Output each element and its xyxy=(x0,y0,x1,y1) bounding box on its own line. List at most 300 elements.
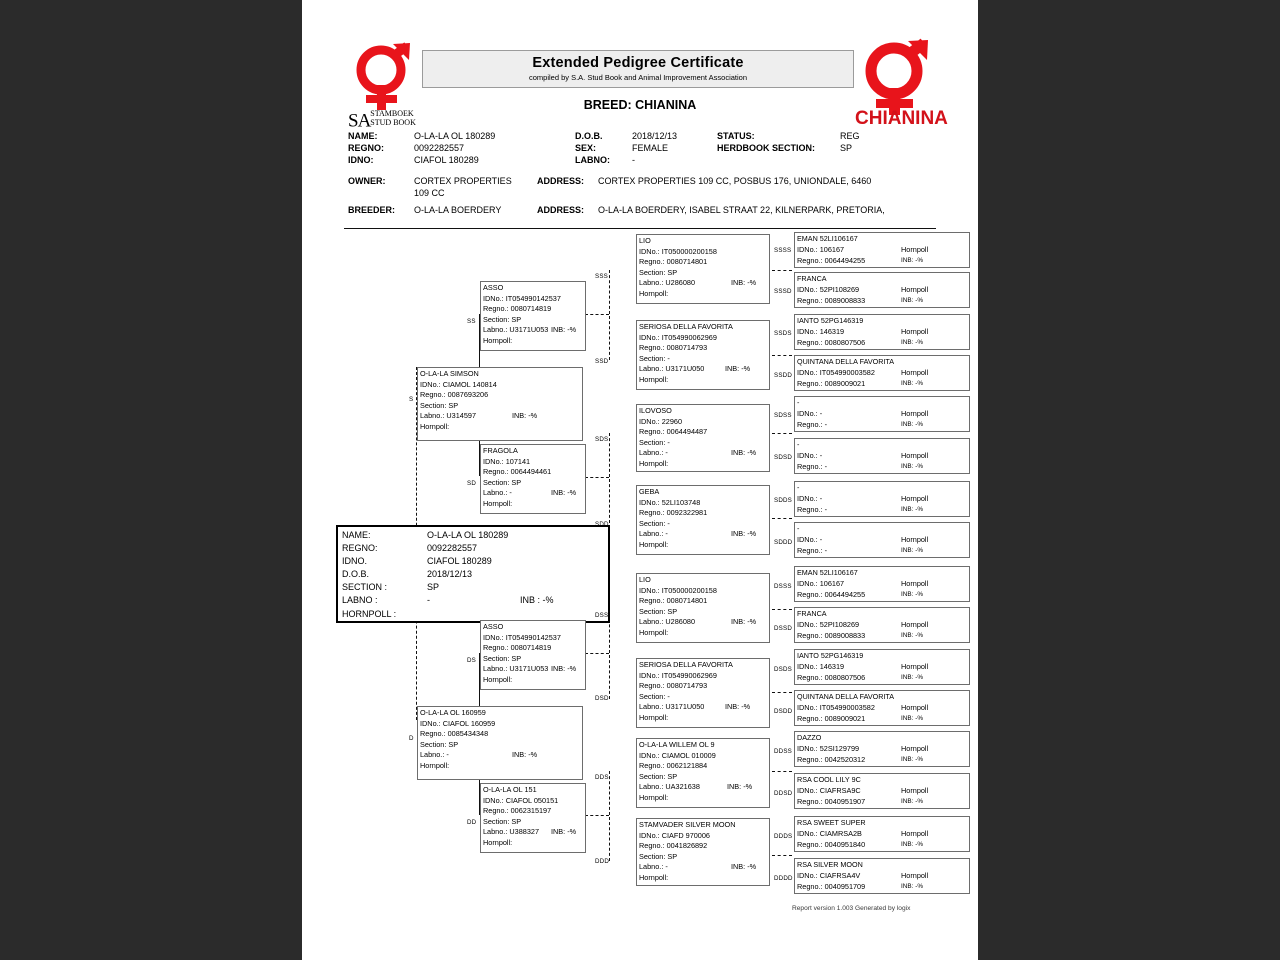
dsss-regno xyxy=(797,589,967,600)
dss-hornpoll: Hornpoll: xyxy=(639,627,669,637)
regno-label: Regno.: xyxy=(797,590,823,599)
sdd-idno xyxy=(639,498,767,509)
s-inb: INB: -% xyxy=(512,411,538,421)
ddds-idno-value: CIAMRSA2B xyxy=(819,829,862,838)
ssss-idno-value: 106167 xyxy=(819,245,845,254)
dsdd-inb: INB: -% xyxy=(901,715,924,722)
ds-hornpoll: Hornpoll: xyxy=(483,674,513,684)
ssss-regno xyxy=(797,255,967,266)
ddss-regno xyxy=(797,754,967,765)
sdd-regno xyxy=(639,508,767,519)
ssss-hornpoll: Hornpoll xyxy=(901,245,929,254)
sss-labno xyxy=(639,278,767,289)
ssdd-inb: INB: -% xyxy=(901,380,924,387)
regno-label: Regno.: xyxy=(797,546,823,555)
tag-dsd: DSD xyxy=(595,695,609,702)
sd-idno-value: 107141 xyxy=(505,456,531,466)
regno-label: Regno.: xyxy=(797,882,823,891)
ssds-inb: INB: -% xyxy=(901,339,924,346)
dss-regno xyxy=(639,596,767,607)
dob-label: D.O.B. xyxy=(575,131,603,141)
sds-section-value: - xyxy=(667,437,670,447)
ssd-labno xyxy=(639,364,767,375)
dsd-regno xyxy=(639,681,767,692)
dss-labno-value: U286080 xyxy=(665,617,696,627)
sss-inb: INB: -% xyxy=(731,278,757,288)
pedigree-box-dss xyxy=(636,573,770,643)
subject-inb-value: INB : -% xyxy=(520,595,554,606)
connector-dds-gen4 xyxy=(772,771,792,772)
sds-hornpoll: Hornpoll: xyxy=(639,458,669,468)
dssd-idno-value: 52PI108269 xyxy=(819,620,860,629)
dd-regno-value: 0062315197 xyxy=(510,806,552,816)
dsd-name: SERIOSA DELLA FAVORITA xyxy=(639,660,733,669)
dob-value: 2018/12/13 xyxy=(632,131,678,141)
tag-ds: DS xyxy=(467,657,476,664)
ddds-hornpoll: Hornpoll xyxy=(901,829,929,838)
tag-dd: DD xyxy=(467,819,477,826)
ssdd-idno-value: IT054990003582 xyxy=(819,368,875,377)
section-label: Section: xyxy=(639,851,666,861)
sdd-section xyxy=(639,519,767,530)
regno-value: 0092282557 xyxy=(414,143,465,153)
idno-label: IDNo.: xyxy=(797,535,818,544)
ddds-inb: INB: -% xyxy=(901,841,924,848)
pedigree-box-ddds xyxy=(794,816,970,852)
sds-inb: INB: -% xyxy=(731,448,757,458)
dsds-idno xyxy=(797,661,967,672)
tag-sds: SDS xyxy=(595,436,609,443)
sds-labno xyxy=(639,448,767,459)
dsss-inb: INB: -% xyxy=(901,591,924,598)
dds-regno xyxy=(639,761,767,772)
subject-idno-value: CIAFOL 180289 xyxy=(427,556,492,567)
ddd-idno-value: CIAFD 970006 xyxy=(661,830,710,840)
dsd-labno-value: U3171U050 xyxy=(665,702,705,712)
sd-section xyxy=(483,478,583,489)
labno-label: Labno.: xyxy=(483,827,508,837)
dd-idno-value: CIAFOL 050151 xyxy=(505,795,559,805)
subject-row xyxy=(342,594,604,607)
sdd-idno-value: 52LI103748 xyxy=(661,497,701,507)
sdsd-regno xyxy=(797,461,967,472)
ss-hornpoll: Hornpoll: xyxy=(483,335,513,345)
pedigree-box-dsds xyxy=(794,649,970,685)
idno-label: IDNo.: xyxy=(797,620,818,629)
dds-idno xyxy=(639,751,767,762)
dd-labno-value: U388327 xyxy=(509,827,540,837)
sdd-labno-value: - xyxy=(665,529,668,539)
tag-sddd: SDDD xyxy=(774,539,793,546)
regno-label: Regno.: xyxy=(797,420,823,429)
owner-value-line1: CORTEX PROPERTIES xyxy=(414,176,512,186)
sds-labno-value: - xyxy=(665,448,668,458)
dsd-hornpoll: Hornpoll: xyxy=(639,712,669,722)
ddd-idno xyxy=(639,831,767,842)
ddd-name: STAMVADER SILVER MOON xyxy=(639,820,736,829)
sssd-idno-value: 52PI108269 xyxy=(819,285,860,294)
d-idno xyxy=(420,719,580,730)
tag-sdds: SDDS xyxy=(774,497,792,504)
sd-labno xyxy=(483,488,583,499)
dsd-regno-value: 0080714793 xyxy=(666,681,708,691)
tag-ssds: SSDS xyxy=(774,330,792,337)
dd-labno xyxy=(483,827,583,838)
tag-sdd: SDD xyxy=(595,521,609,528)
page-title: Extended Pedigree Certificate xyxy=(532,55,744,71)
ds-labno-value: U3171U053 xyxy=(509,664,549,674)
tag-sssd: SSSD xyxy=(774,288,792,295)
labno-label: Labno.: xyxy=(483,325,508,335)
regno-label: Regno.: xyxy=(797,714,823,723)
sssd-idno xyxy=(797,284,967,295)
dsds-idno-value: 146319 xyxy=(819,662,845,671)
ddd-labno xyxy=(639,862,767,873)
subject-idno-label: IDNO. xyxy=(342,556,368,567)
idno-label: IDNo.: xyxy=(483,456,504,466)
sddd-regno xyxy=(797,545,967,556)
ddsd-regno-value: 0040951907 xyxy=(824,797,866,806)
sdds-regno-value: - xyxy=(824,505,828,514)
tag-ssdd: SSDD xyxy=(774,372,792,379)
name-value: O-LA-LA OL 180289 xyxy=(414,131,496,141)
breeder-value: O-LA-LA BOERDERY xyxy=(414,205,502,215)
sd-regno xyxy=(483,467,583,478)
dddd-inb: INB: -% xyxy=(901,883,924,890)
idno-label: IDNo.: xyxy=(797,744,818,753)
status-value: REG xyxy=(840,131,860,141)
ds-section-value: SP xyxy=(511,653,522,663)
dds-hornpoll: Hornpoll: xyxy=(639,792,669,802)
regno-label: Regno.: xyxy=(797,631,823,640)
dds-regno-value: 0062121884 xyxy=(666,761,708,771)
connector-dss-gen4 xyxy=(772,609,792,610)
sex-label: SEX: xyxy=(575,143,597,153)
ssdd-regno xyxy=(797,378,967,389)
sds-regno xyxy=(639,427,767,438)
d-inb: INB: -% xyxy=(512,750,538,760)
d-regno-value: 0085434348 xyxy=(447,729,489,739)
d-section xyxy=(420,740,580,751)
tag-ddd: DDD xyxy=(595,858,610,865)
ddss-name: DAZZO xyxy=(797,733,822,742)
ssdd-regno-value: 0089009021 xyxy=(824,379,866,388)
dsd-idno xyxy=(639,671,767,682)
idno-label: IDNo.: xyxy=(797,285,818,294)
s-regno xyxy=(420,390,580,401)
connector-sdd-gen4 xyxy=(772,518,792,519)
ss-regno xyxy=(483,304,583,315)
dd-regno xyxy=(483,806,583,817)
s-labno xyxy=(420,411,580,422)
sdsd-name: - xyxy=(797,440,800,449)
pedigree-box-ssds xyxy=(794,314,970,350)
ddd-section xyxy=(639,852,767,863)
regno-label: Regno.: xyxy=(639,427,665,437)
dddd-regno-value: 0040951709 xyxy=(824,882,866,891)
ssdd-idno xyxy=(797,367,967,378)
regno-label: Regno.: xyxy=(639,841,665,851)
regno-label: Regno.: xyxy=(797,462,823,471)
report-footer: Report version 1.003 Generated by logix xyxy=(792,905,911,912)
s-hornpoll: Hornpoll: xyxy=(420,421,450,431)
dsss-idno xyxy=(797,578,967,589)
subject-row xyxy=(342,555,604,568)
ds-name: ASSO xyxy=(483,622,504,631)
sss-idno xyxy=(639,247,767,258)
ssds-regno-value: 0080807506 xyxy=(824,338,866,347)
ssds-idno-value: 146319 xyxy=(819,327,845,336)
sdss-hornpoll: Hornpoll xyxy=(901,409,929,418)
labno-label: Labno.: xyxy=(639,782,664,792)
ddss-idno xyxy=(797,743,967,754)
dd-section xyxy=(483,817,583,828)
regno-label: Regno.: xyxy=(483,643,509,653)
subject-hornpoll-label: HORNPOLL : xyxy=(342,608,397,619)
sd-name: FRAGOLA xyxy=(483,446,518,455)
idno-label: IDNo.: xyxy=(797,703,818,712)
dds-labno-value: UA321638 xyxy=(665,782,700,792)
sds-section xyxy=(639,438,767,449)
s-idno xyxy=(420,380,580,391)
subject-row xyxy=(342,608,604,621)
dd-section-value: SP xyxy=(511,816,522,826)
idno-label: IDNO: xyxy=(348,155,374,165)
ds-labno xyxy=(483,664,583,675)
pedigree-box-ss xyxy=(480,281,586,351)
idno-label: IDNo.: xyxy=(639,416,660,426)
tag-s: S xyxy=(409,396,414,403)
regno-label: Regno.: xyxy=(797,338,823,347)
idno-label: IDNo.: xyxy=(797,409,818,418)
dds-section-value: SP xyxy=(667,771,678,781)
ssss-name: EMAN 52LI106167 xyxy=(797,234,858,243)
ssss-regno-value: 0064494255 xyxy=(824,256,866,265)
breeder-address-value: O-LA-LA BOERDERY, ISABEL STRAAT 22, KILNERPARK, PRETORIA, xyxy=(598,205,885,215)
dsds-name: IANTO 52PG146319 xyxy=(797,651,864,660)
ssd-regno xyxy=(639,343,767,354)
connector-ddd-gen4 xyxy=(772,855,792,856)
subject-labno-value: - xyxy=(427,595,430,606)
pedigree-box-dd xyxy=(480,783,586,853)
ds-regno-value: 0080714819 xyxy=(510,643,552,653)
sss-regno xyxy=(639,257,767,268)
tag-dsss: DSSS xyxy=(774,583,792,590)
sdss-idno-value: - xyxy=(819,409,823,418)
pedigree-box-ssss xyxy=(794,232,970,268)
regno-label: Regno.: xyxy=(797,296,823,305)
sdss-idno xyxy=(797,408,967,419)
idno-label: IDNo.: xyxy=(483,795,504,805)
pedigree-box-ssdd xyxy=(794,355,970,391)
sdd-hornpoll: Hornpoll: xyxy=(639,539,669,549)
labno-label: Labno.: xyxy=(639,529,664,539)
pedigree-box-dsdd xyxy=(794,690,970,726)
dss-name: LIO xyxy=(639,575,651,584)
tag-dsdd: DSDD xyxy=(774,708,793,715)
idno-label: IDNo.: xyxy=(639,332,660,342)
tag-d: D xyxy=(409,735,414,742)
ddsd-inb: INB: -% xyxy=(901,798,924,805)
s-section xyxy=(420,401,580,412)
sd-section-value: SP xyxy=(511,477,522,487)
dsd-inb: INB: -% xyxy=(725,702,751,712)
ddsd-hornpoll: Hornpoll xyxy=(901,786,929,795)
sss-labno-value: U286080 xyxy=(665,278,696,288)
sss-name: LIO xyxy=(639,236,651,245)
dssd-inb: INB: -% xyxy=(901,632,924,639)
regno-label: Regno.: xyxy=(420,390,446,400)
sd-inb: INB: -% xyxy=(551,488,577,498)
ssd-idno-value: IT054990062969 xyxy=(661,332,717,342)
s-idno-value: CIAMOL 140814 xyxy=(442,379,497,389)
subject-row xyxy=(342,542,604,555)
sssd-regno-value: 0089008833 xyxy=(824,296,866,305)
idno-label: IDNo.: xyxy=(797,871,818,880)
idno-label: IDNo.: xyxy=(639,585,660,595)
subject-row xyxy=(342,529,604,542)
d-regno xyxy=(420,729,580,740)
labno-label: Labno.: xyxy=(639,364,664,374)
dssd-regno xyxy=(797,630,967,641)
regno-label: Regno.: xyxy=(797,755,823,764)
labno-label: Labno.: xyxy=(420,750,445,760)
tag-dddd: DDDD xyxy=(774,875,793,882)
idno-label: IDNo.: xyxy=(797,327,818,336)
sdds-regno xyxy=(797,504,967,515)
dsss-regno-value: 0064494255 xyxy=(824,590,866,599)
dsss-idno-value: 106167 xyxy=(819,579,845,588)
dsdd-hornpoll: Hornpoll xyxy=(901,703,929,712)
dss-idno xyxy=(639,586,767,597)
ssss-inb: INB: -% xyxy=(901,257,924,264)
sddd-name: - xyxy=(797,524,800,533)
idno-label: IDNo.: xyxy=(639,246,660,256)
s-section-value: SP xyxy=(448,400,459,410)
ddsd-regno xyxy=(797,796,967,807)
pedigree-box-dsss xyxy=(794,566,970,602)
ssd-idno xyxy=(639,333,767,344)
idno-label: IDNo.: xyxy=(797,245,818,254)
dsdd-name: QUINTANA DELLA FAVORITA xyxy=(797,692,895,701)
ssss-idno xyxy=(797,244,967,255)
connector-sd-gen3 xyxy=(585,477,609,478)
subject-dob-label: D.O.B. xyxy=(342,569,370,580)
subject-row xyxy=(342,581,604,594)
pedigree-box-ddss xyxy=(794,731,970,767)
sd-labno-value: - xyxy=(509,488,512,498)
idno-label: IDNo.: xyxy=(483,293,504,303)
ss-idno xyxy=(483,294,583,305)
status-label: STATUS: xyxy=(717,131,755,141)
ssd-regno-value: 0080714793 xyxy=(666,343,708,353)
ssdd-name: QUINTANA DELLA FAVORITA xyxy=(797,357,895,366)
herdbook-section-value: SP xyxy=(840,143,853,153)
ss-regno-value: 0080714819 xyxy=(510,304,552,314)
labno-label: Labno.: xyxy=(420,411,445,421)
labno-label: Labno.: xyxy=(639,617,664,627)
regno-label: Regno.: xyxy=(797,673,823,682)
dsd-idno-value: IT054990062969 xyxy=(661,670,717,680)
pedigree-box-s xyxy=(417,367,583,441)
sssd-inb: INB: -% xyxy=(901,297,924,304)
sdd-section-value: - xyxy=(667,518,670,528)
sex-value: FEMALE xyxy=(632,143,669,153)
ssd-hornpoll: Hornpoll: xyxy=(639,374,669,384)
section-label: Section: xyxy=(639,353,666,363)
ss-inb: INB: -% xyxy=(551,325,577,335)
dss-section xyxy=(639,607,767,618)
ddss-inb: INB: -% xyxy=(901,756,924,763)
ssd-section-value: - xyxy=(667,353,670,363)
dds-inb: INB: -% xyxy=(727,782,753,792)
dss-inb: INB: -% xyxy=(731,617,757,627)
sdd-inb: INB: -% xyxy=(731,529,757,539)
dsds-hornpoll: Hornpoll xyxy=(901,662,929,671)
subject-animal-box xyxy=(336,525,610,623)
sdsd-inb: INB: -% xyxy=(901,463,924,470)
pedigree-box-sdds xyxy=(794,481,970,517)
certificate-page xyxy=(302,0,978,960)
subject-dob-value: 2018/12/13 xyxy=(427,569,473,580)
sss-section xyxy=(639,268,767,279)
dds-labno xyxy=(639,782,767,793)
labno-label: Labno.: xyxy=(639,448,664,458)
sss-idno-value: IT050000200158 xyxy=(661,246,717,256)
idno-label: IDNo.: xyxy=(797,662,818,671)
ds-idno-value: IT054990142537 xyxy=(505,632,561,642)
dsds-regno xyxy=(797,672,967,683)
ddss-regno-value: 0042520312 xyxy=(824,755,866,764)
ssd-name: SERIOSA DELLA FAVORITA xyxy=(639,322,733,331)
pedigree-box-ds xyxy=(480,620,586,690)
ss-idno-value: IT054990142537 xyxy=(505,293,561,303)
sa-wordmark-initials: SA xyxy=(348,110,371,132)
ssd-labno-value: U3171U050 xyxy=(665,364,705,374)
idno-label: IDNo.: xyxy=(639,830,660,840)
ssds-idno xyxy=(797,326,967,337)
dddd-hornpoll: Hornpoll xyxy=(901,871,929,880)
sddd-hornpoll: Hornpoll xyxy=(901,535,929,544)
pedigree-box-ddd xyxy=(636,818,770,886)
sds-name: ILOVOSO xyxy=(639,406,672,415)
ds-regno xyxy=(483,643,583,654)
labno-label: Labno.: xyxy=(483,664,508,674)
pedigree-box-ssd xyxy=(636,320,770,390)
sd-hornpoll: Hornpoll: xyxy=(483,498,513,508)
pedigree-box-d xyxy=(417,706,583,780)
tag-ddsd: DDSD xyxy=(774,790,793,797)
tag-sd: SD xyxy=(467,480,476,487)
connector-ds-gen3 xyxy=(585,653,609,654)
tag-dss: DSS xyxy=(595,612,609,619)
header-divider xyxy=(344,228,936,229)
dd-hornpoll: Hornpoll: xyxy=(483,837,513,847)
regno-label: Regno.: xyxy=(483,467,509,477)
sdd-labno xyxy=(639,529,767,540)
ssd-inb: INB: -% xyxy=(725,364,751,374)
ds-idno xyxy=(483,633,583,644)
ddds-name: RSA SWEET SUPER xyxy=(797,818,866,827)
sds-idno-value: 22960 xyxy=(661,416,683,426)
connector-dd-gen3 xyxy=(585,815,609,816)
dds-section xyxy=(639,772,767,783)
ssds-regno xyxy=(797,337,967,348)
pedigree-box-dssd xyxy=(794,607,970,643)
ddd-labno-value: - xyxy=(665,862,668,872)
sdsd-regno-value: - xyxy=(824,462,828,471)
dsds-regno-value: 0080807506 xyxy=(824,673,866,682)
